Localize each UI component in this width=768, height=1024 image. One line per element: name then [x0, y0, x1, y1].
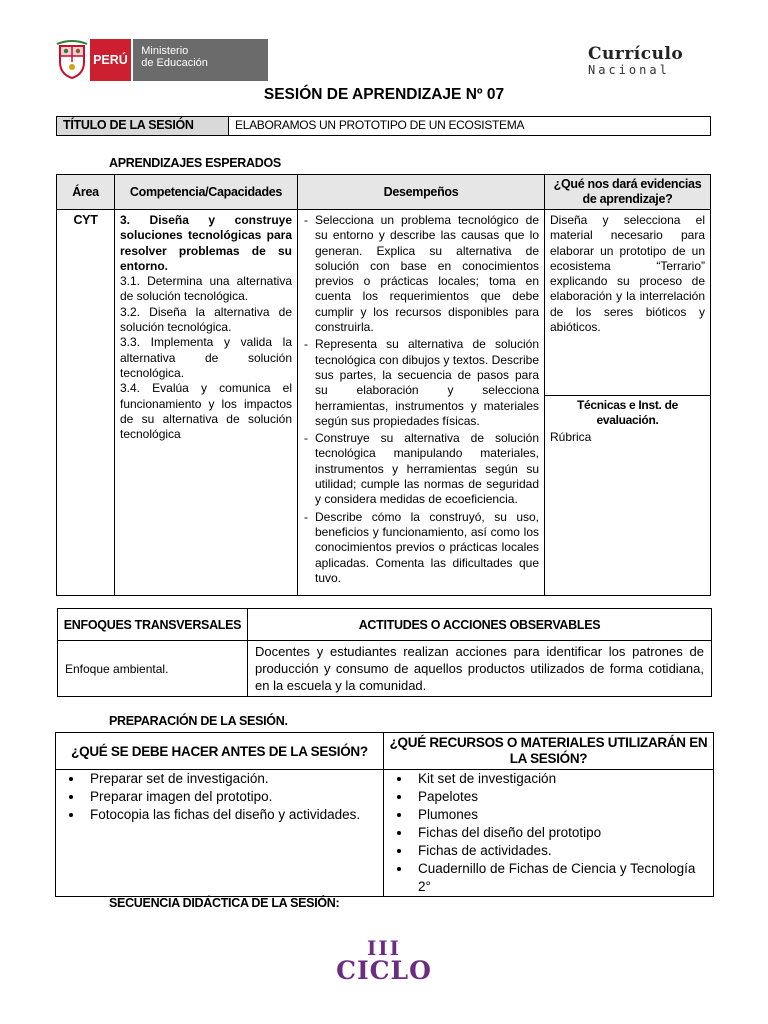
session-title-value: ELABORAMOS UN PROTOTIPO DE UN ECOSISTEMA	[229, 117, 711, 136]
enfoque-value: Enfoque ambiental.	[65, 661, 169, 676]
enfoque-cell	[58, 641, 248, 697]
peru-logo	[54, 38, 268, 82]
capacidad-item: 3.1. Determina una alternativa de solución tecnológica.	[120, 274, 292, 304]
antes-item: • Preparar set de investigación.	[84, 770, 379, 788]
preparacion-heading: PREPARACIÓN DE LA SESIÓN.	[109, 714, 288, 728]
desempenos-list	[303, 213, 539, 586]
area-header: Área	[57, 175, 115, 210]
enfoques-table	[57, 608, 712, 697]
actitudes-header: ACTITUDES O ACCIONES OBSERVABLES	[248, 609, 712, 641]
antes-item: • Preparar imagen del prototipo.	[84, 788, 379, 806]
recurso-item: • Papelotes	[412, 788, 709, 806]
recurso-item: • Kit set de investigación	[412, 770, 709, 788]
competencia-header: Competencia/Capacidades	[115, 175, 298, 210]
desempeno-item: - Selecciona un problema tecnológico de su entorno y describe las causas que lo generan. Explica su alternativa de solución con base en conocimientos previos o prácticas locales; toma en cuenta los requerimientos que debe cumplir y los recursos disponibles para construirla.	[303, 213, 539, 335]
tecnicas-value: Rúbrica	[550, 429, 592, 444]
curriculo-word: Currículo	[588, 44, 684, 64]
ciclo-logo	[0, 938, 768, 984]
evidencia-text: Diseña y selecciona el material necesario para elaborar un prototipo de un ecosistema “Terrario” explicando su proceso de elaboración y la interrelación de los seres bióticos y abióticos.	[550, 213, 705, 335]
desempeno-item: - Construye su alternativa de solución tecnológica manipulando materiales, instrumentos y herramientas según su utilidad; cumple las normas de seguridad y considera medidas de ecoeficiencia.	[303, 431, 539, 507]
capacidad-item: 3.4. Evalúa y comunica el funcionamiento y los impactos de su alternativa de solución tecnológica	[120, 381, 292, 442]
aprendizajes-table	[56, 174, 711, 596]
competencia-title: 3. Diseña y construye soluciones tecnológicas para resolver problemas de su entorno.	[120, 213, 292, 273]
desempenos-header: Desempeños	[298, 175, 545, 210]
antes-list	[60, 770, 379, 824]
capacidad-item: 3.2. Diseña la alternativa de solución tecnológica.	[120, 304, 292, 335]
desempeno-item: - Representa su alternativa de solución tecnológica con dibujos y textos. Describe sus partes, la secuencia de pasos para su elaboración y selecciona herramientas, instrumentos y materiales según sus propiedades físicas.	[303, 337, 539, 429]
recursos-header: ¿QUÉ RECURSOS O MATERIALES UTILIZARÁN EN LA SESIÓN?	[384, 733, 714, 770]
antes-item: • Fotocopia las fichas del diseño y actividades.	[84, 806, 379, 824]
recurso-item: • Fichas del diseño del prototipo	[412, 824, 709, 842]
antes-header: ¿QUÉ SE DEBE HACER ANTES DE LA SESIÓN?	[56, 733, 384, 770]
session-title-table	[56, 116, 711, 136]
recursos-cell	[384, 770, 714, 897]
evidencia-cell	[545, 210, 711, 396]
coat-of-arms-icon	[54, 38, 90, 82]
tecnicas-cell	[545, 396, 711, 596]
ministry-badge	[133, 39, 268, 81]
recurso-item: • Cuadernillo de Fichas de Ciencia y Tecnología 2°	[412, 860, 709, 896]
competencia-cell	[115, 210, 298, 596]
evidencia-header: ¿Qué nos dará evidencias de aprendizaje?	[545, 175, 711, 210]
nacional-word: Nacional	[588, 63, 670, 77]
curriculo-logo	[588, 44, 698, 88]
tecnicas-label: Técnicas e Inst. de evaluación.	[576, 398, 678, 428]
area-value: CYT	[73, 213, 98, 227]
aprendizajes-heading: APRENDIZAJES ESPERADOS	[109, 156, 281, 170]
desempeno-item: - Describe cómo la construyó, su uso, beneficios y funcionamiento, así como los conocimientos previos o prácticas locales aplicadas. Comenta las dificultades que tuvo.	[303, 510, 539, 586]
desempenos-cell	[298, 210, 545, 596]
page-title: SESIÓN DE APRENDIZAJE Nº 07	[263, 86, 505, 103]
area-cell	[57, 210, 115, 596]
recurso-item: • Plumones	[412, 806, 709, 824]
ministry-line-1: Ministerio	[141, 45, 189, 57]
capacidad-item: 3.3. Implementa y valida la alternativa de solución tecnológica.	[120, 335, 292, 380]
peru-label: PERÚ	[93, 53, 128, 67]
session-title-label: TÍTULO DE LA SESIÓN	[57, 117, 229, 136]
ministry-line-2: de Educación	[141, 57, 208, 69]
antes-cell	[56, 770, 384, 897]
enfoques-header: ENFOQUES TRANSVERSALES	[58, 609, 248, 641]
preparacion-table	[55, 732, 714, 897]
actitud-value: Docentes y estudiantes realizan acciones para identificar los patrones de producción y consumo de aquellos productos utilizados de forma cotidiana, en la escuela y la comunidad.	[255, 644, 704, 693]
actitud-cell	[248, 641, 712, 697]
recurso-item: • Fichas de actividades.	[412, 842, 709, 860]
secuencia-heading: SECUENCIA DIDÁCTICA DE LA SESIÓN:	[109, 896, 340, 910]
peru-flag-badge	[90, 39, 132, 81]
ciclo-roman: III	[366, 936, 402, 960]
ciclo-word: CICLO	[336, 956, 432, 985]
recursos-list	[388, 770, 709, 896]
